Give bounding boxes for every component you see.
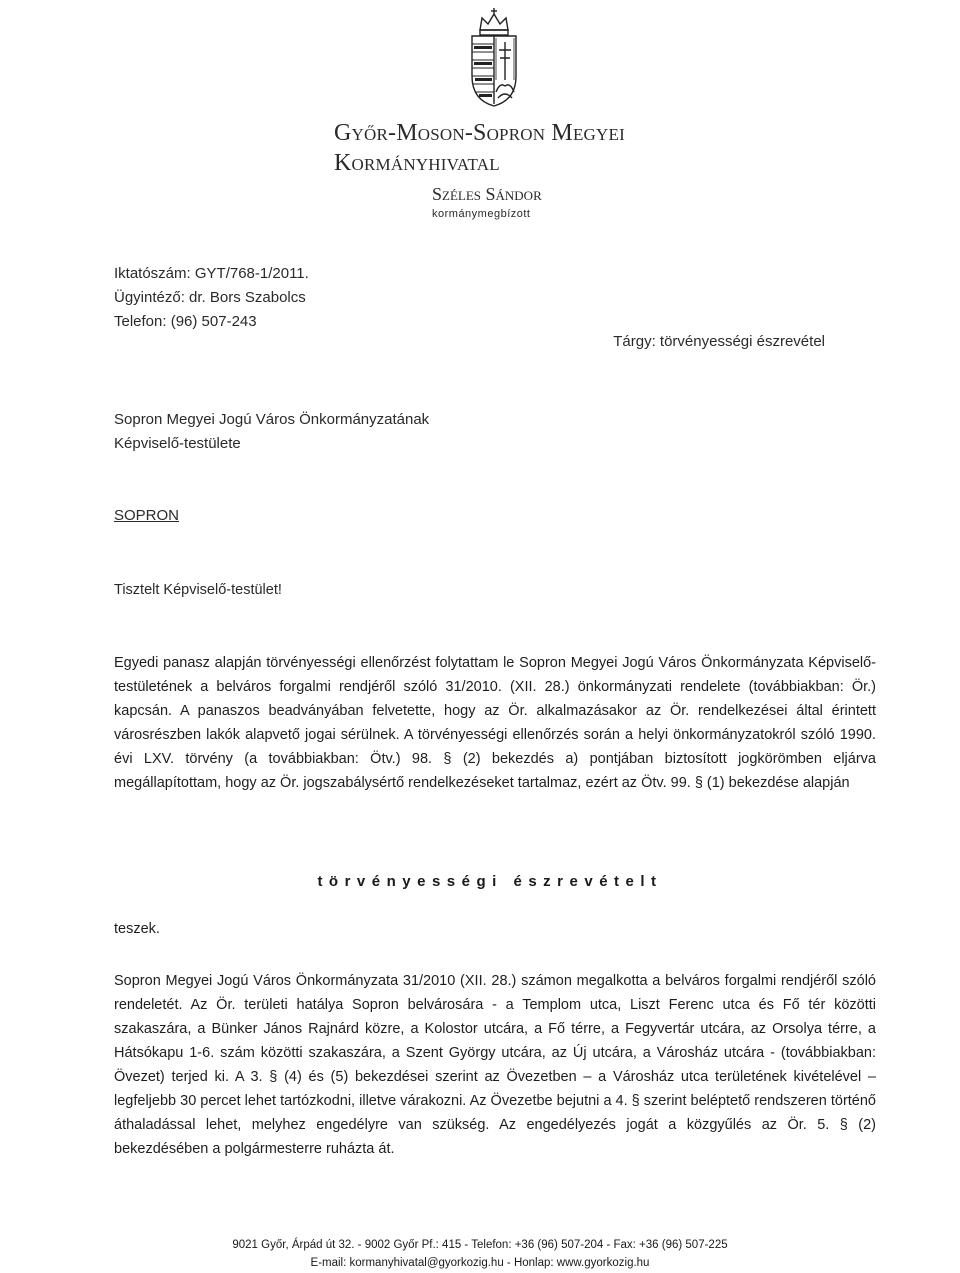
coat-of-arms-icon [462,8,526,108]
addressee-city: SOPRON [114,507,180,524]
remark-heading: törvényességi észrevételt [317,873,663,890]
office-name-line1: Győr-Moson-Sopron Megyei [334,120,625,146]
subject-line: Tárgy: törvényességi észrevétel [613,333,825,350]
office-name [334,118,714,178]
official-name: Széles Sándor [432,184,542,204]
footer [0,1236,960,1272]
footer-address: 9021 Győr, Árpád út 32. - 9002 Győr Pf.: 415 - Telefon: +36 (96) 507-204 - Fax: +36 (96) 507-225 [232,1239,728,1251]
paragraph-2: Sopron Megyei Jogú Város Önkormányzata 31/2010 (XII. 28.) számon megalkotta a belváros forgalmi rendjéről szóló rendeletét. Az Ör. területi hatálya Sopron belvárosára - a Templom utca, Liszt Ferenc utca és Fő tér közötti szakaszára, a Bünker János Rajnárd közre, a Kolostor utcára, a Fő térre, a Fegyvertár utcára, az Orsolya térre, a Hátsókapu 1-6. szám közötti szakaszára, a Szent György utcára, az Új utcára, a Városház utcára - (továbbiakban: Övezet) terjed ki. A 3. § (4) és (5) bekezdései szerint az Övezetben – a Városház utca területének kivételével – legfeljebb 30 percet lehet tartózkodni, illetve várakozni. Az Övezetbe bejutni a 4. § szerint beléptető rendszeren történő áthaladással lehet, melyhez engedélyre van szükség. Az engedélyezés jogát a közgyűlés az Ör. 5. § (2) bekezdésében a polgármesterre ruházta át. [114,973,876,1157]
addressee-line1: Sopron Megyei Jogú Város Önkormányzatának [114,411,430,428]
file-number: Iktatószám: GYT/768-1/2011. [114,265,309,282]
greeting: Tisztelt Képviselő-testület! [114,582,282,598]
addressee [114,408,429,456]
footer-contact: E-mail: kormanyhivatal@gyorkozig.hu - Honlap: www.gyorkozig.hu [310,1257,650,1269]
reference-block [114,262,309,334]
office-name-line2: Kormányhivatal [334,150,500,176]
teszek-text: teszek. [114,921,160,937]
case-officer: Ügyintéző: dr. Bors Szabolcs [114,289,306,306]
addressee-line2: Képviselő-testülete [114,435,241,452]
official-title: kormánymegbízott [432,208,531,220]
phone-number: Telefon: (96) 507-243 [114,313,257,330]
paragraph-1: Egyedi panasz alapján törvényességi ellenőrzést folytattam le Sopron Megyei Jogú Város Önkormányzata Képviselő-testületének a belváros forgalmi rendjéről szóló 31/2010. (XII. 28.) önkormányzati rendelete (továbbiakban: Ör.) kapcsán. A panaszos beadványában felvetette, hogy az Ör. alkalmazásakor az Ör. rendelkezései által érintett városrészben lakók alapvető jogai sérülnek. A törvényességi ellenőrzés során a helyi önkormányzatokról szóló 1990. évi LXV. törvény (a továbbiakban: Ötv.) 98. § (2) bekezdés a) pontjában biztosított jogkörömben eljárva megállapítottam, hogy az Ör. jogszabálysértő rendelkezéseket tartalmaz, ezért az Ötv. 99. § (1) bekezdése alapján [114,655,876,791]
